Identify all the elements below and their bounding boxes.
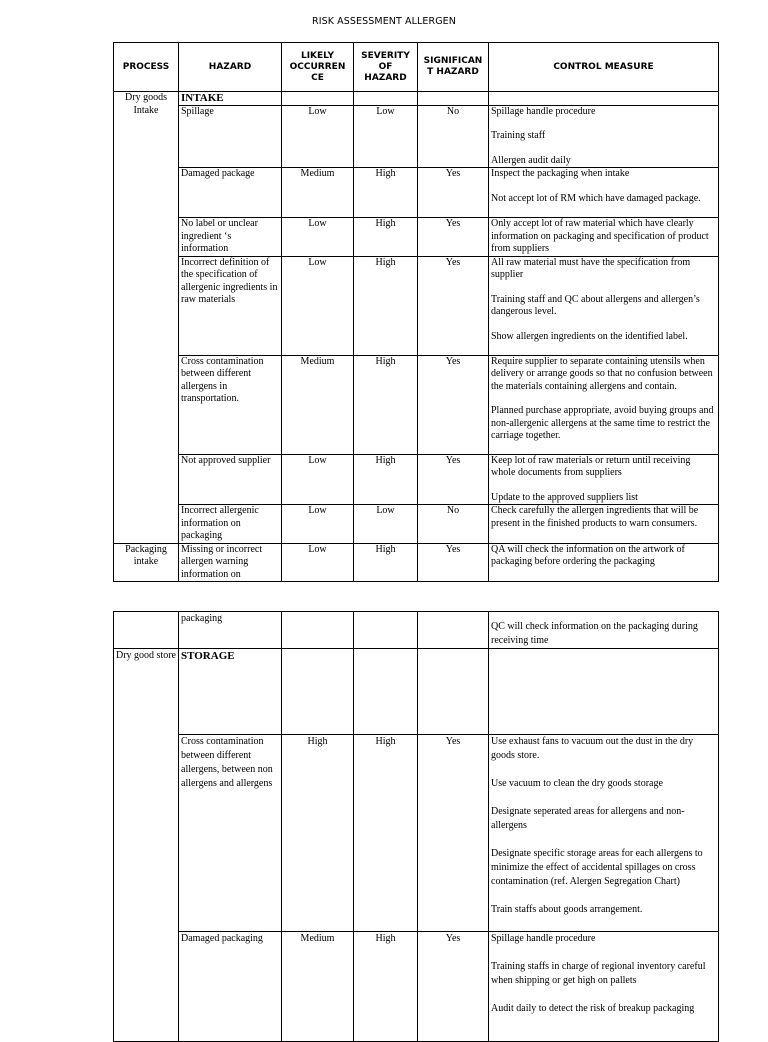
significant-cell: Yes bbox=[418, 218, 489, 257]
control-measure: Inspect the packaging when intake bbox=[491, 168, 630, 179]
process-cell: Dry good store bbox=[114, 649, 179, 1042]
severity-cell: High bbox=[354, 454, 418, 505]
table-row bbox=[114, 256, 719, 355]
control-cell bbox=[489, 105, 719, 168]
control-measure: Use vacuum to clean the dry goods storage bbox=[491, 778, 663, 789]
control-measure: Use exhaust fans to vacuum out the dust in the dry goods store. bbox=[491, 736, 694, 761]
header-significant-hazard: SIGNIFICAN T HAZARD bbox=[418, 43, 489, 92]
hazard-cell: Not approved supplier bbox=[179, 454, 282, 505]
control-measure: Training staff and QC about allergens and allergen’s dangerous level. bbox=[491, 293, 700, 317]
hazard-cell: Damaged package bbox=[179, 168, 282, 218]
control-measure: All raw material must have the specification from supplier bbox=[491, 256, 691, 280]
hazard-cell: packaging bbox=[179, 612, 282, 649]
control-cell bbox=[489, 256, 719, 355]
control-measure: Require supplier to separate containing utensils when delivery or arrange goods so that no confusion between the materials containing allergens and contain. bbox=[491, 355, 713, 392]
likely-cell: Low bbox=[282, 256, 354, 355]
control-measure: Training staffs in charge of regional inventory careful when shipping or get high on pallets bbox=[491, 961, 706, 986]
significant-cell: No bbox=[418, 105, 489, 168]
control-measure: Planned purchase appropriate, avoid buying groups and non-allergenic allergens at the same time to restrict the carriage together. bbox=[491, 405, 714, 441]
severity-cell: High bbox=[354, 543, 418, 582]
hazard-cell: Missing or incorrect allergen warning information on bbox=[179, 543, 282, 582]
likely-cell: Medium bbox=[282, 932, 354, 1042]
control-measure: Allergen audit daily bbox=[491, 154, 571, 166]
control-measure: Training staff bbox=[491, 130, 546, 141]
continuation-row bbox=[114, 612, 719, 649]
process-cell: Dry goods Intake bbox=[114, 92, 179, 544]
likely-cell: Low bbox=[282, 218, 354, 257]
significant-cell: No bbox=[418, 505, 489, 544]
severity-cell: High bbox=[354, 735, 418, 932]
significant-cell: Yes bbox=[418, 932, 489, 1042]
likely-cell: High bbox=[282, 735, 354, 932]
section-title-storage: STORAGE bbox=[179, 649, 282, 735]
control-cell bbox=[489, 505, 719, 544]
control-measure: Spillage handle procedure bbox=[491, 933, 596, 944]
control-cell bbox=[489, 454, 719, 505]
control-cell bbox=[489, 168, 719, 218]
significant-cell: Yes bbox=[418, 256, 489, 355]
control-measure: Check carefully the allergen ingredients that will be present in the finished products to warn consumers. bbox=[491, 505, 699, 529]
table-row bbox=[114, 735, 719, 932]
control-cell bbox=[489, 543, 719, 582]
control-measure: QA will check the information on the artwork of packaging before ordering the packaging bbox=[491, 543, 685, 567]
control-measure: Only accept lot of raw material which have clearly information on packaging and specification of product from suppliers bbox=[491, 218, 709, 254]
likely-cell: Low bbox=[282, 505, 354, 544]
control-measure: Keep lot of raw materials or return until receiving whole documents from suppliers bbox=[491, 454, 691, 478]
severity-cell: High bbox=[354, 168, 418, 218]
table-row bbox=[114, 932, 719, 1042]
control-measure: Not accept lot of RM which have damaged package. bbox=[491, 192, 701, 204]
significant-cell: Yes bbox=[418, 543, 489, 582]
significant-cell: Yes bbox=[418, 735, 489, 932]
hazard-cell: Spillage bbox=[179, 105, 282, 168]
table-row bbox=[114, 168, 719, 218]
control-measure: Designate specific storage areas for each allergens to minimize the effect of accidental spillages on cross contamination (ref. Alergen Segregation Chart) bbox=[491, 848, 703, 887]
process-cell: Packaging intake bbox=[114, 543, 179, 582]
control-measure: Spillage handle procedure bbox=[491, 105, 596, 117]
likely-cell: Low bbox=[282, 543, 354, 582]
header-severity: SEVERITY OF HAZARD bbox=[354, 43, 418, 92]
section-row-intake bbox=[114, 92, 719, 106]
likely-cell: Medium bbox=[282, 168, 354, 218]
hazard-cell: Incorrect allergenic information on packaging bbox=[179, 505, 282, 544]
control-measure: Show allergen ingredients on the identified label. bbox=[491, 330, 688, 342]
severity-cell: High bbox=[354, 355, 418, 454]
control-cell: QC will check information on the packaging during receiving time bbox=[489, 612, 719, 649]
control-measure: Designate seperated areas for allergens and non-allergens bbox=[491, 806, 685, 831]
significant-cell: Yes bbox=[418, 168, 489, 218]
severity-cell: High bbox=[354, 256, 418, 355]
control-measure: Train staffs about goods arrangement. bbox=[491, 904, 643, 915]
significant-cell: Yes bbox=[418, 355, 489, 454]
severity-cell: High bbox=[354, 932, 418, 1042]
header-row bbox=[114, 43, 719, 92]
significant-cell: Yes bbox=[418, 454, 489, 505]
header-likely-occurrence: LIKELY OCCURREN CE bbox=[282, 43, 354, 92]
hazard-cell: No label or unclear ingredient ‘s information bbox=[179, 218, 282, 257]
control-cell bbox=[489, 932, 719, 1042]
table-row bbox=[114, 505, 719, 544]
control-measure: Audit daily to detect the risk of breakup packaging bbox=[491, 1003, 695, 1014]
hazard-cell: Cross contamination between different allergens, between non allergens and allergens bbox=[179, 735, 282, 932]
severity-cell: Low bbox=[354, 505, 418, 544]
table-row bbox=[114, 355, 719, 454]
table-row bbox=[114, 105, 719, 168]
table-row bbox=[114, 218, 719, 257]
control-cell bbox=[489, 355, 719, 454]
risk-table-page-2 bbox=[113, 611, 719, 1042]
likely-cell: Medium bbox=[282, 355, 354, 454]
control-measure: Update to the approved suppliers list bbox=[491, 491, 638, 503]
severity-cell: High bbox=[354, 218, 418, 257]
likely-cell: Low bbox=[282, 454, 354, 505]
table-row bbox=[114, 454, 719, 505]
header-hazard: HAZARD bbox=[179, 43, 282, 92]
section-title-intake: INTAKE bbox=[179, 92, 282, 106]
severity-cell: Low bbox=[354, 105, 418, 168]
hazard-cell: Incorrect definition of the specification of allergenic ingredients in raw materials bbox=[179, 256, 282, 355]
hazard-cell: Damaged packaging bbox=[179, 932, 282, 1042]
section-row-storage bbox=[114, 649, 719, 735]
risk-table-page-1 bbox=[113, 42, 719, 582]
table-row bbox=[114, 543, 719, 582]
header-control-measure: CONTROL MEASURE bbox=[489, 43, 719, 92]
document-title: RISK ASSESSMENT ALLERGEN bbox=[312, 16, 456, 27]
control-cell bbox=[489, 218, 719, 257]
likely-cell: Low bbox=[282, 105, 354, 168]
control-cell bbox=[489, 735, 719, 932]
header-process: PROCESS bbox=[114, 43, 179, 92]
hazard-cell: Cross contamination between different allergens in transportation. bbox=[179, 355, 282, 454]
